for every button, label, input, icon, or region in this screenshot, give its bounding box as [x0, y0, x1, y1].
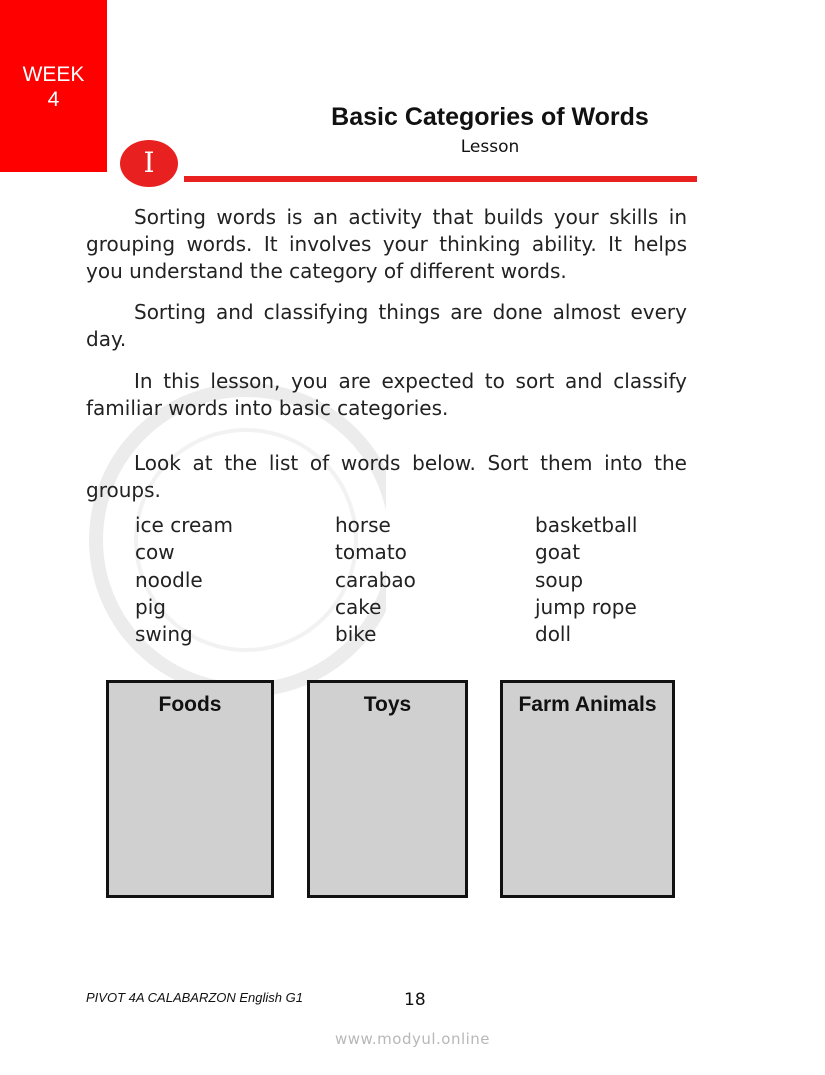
- word-item: carabao: [335, 567, 416, 592]
- category-box-foods[interactable]: [106, 680, 274, 898]
- page-subtitle: Lesson: [460, 137, 520, 157]
- paragraph-4: Look at the list of words below. Sort them into the groups.: [86, 451, 687, 502]
- paragraph-3: In this lesson, you are expected to sort and classify familiar words into basic categories.: [86, 369, 687, 420]
- paragraph-2: Sorting and classifying things are done almost every day.: [86, 300, 687, 351]
- word-item: soup: [535, 567, 584, 592]
- website-watermark: www.modyul.online: [334, 1030, 491, 1048]
- category-label: Toys: [363, 693, 412, 716]
- week-number: 4: [47, 88, 60, 111]
- page-number: 18: [404, 990, 426, 1010]
- word-item: ice cream: [135, 513, 234, 537]
- page-title: Basic Categories of Words: [331, 103, 649, 131]
- word-item: bike: [335, 622, 377, 647]
- word-item: jump rope: [535, 594, 637, 619]
- word-item: horse: [335, 513, 391, 537]
- word-item: goat: [535, 540, 581, 565]
- word-item: tomato: [335, 540, 407, 565]
- word-item: cake: [335, 594, 382, 619]
- category-box-farm-animals[interactable]: [500, 680, 675, 898]
- footer-text: PIVOT 4A CALABARZON English G1: [86, 990, 303, 1005]
- word-item: swing: [135, 622, 193, 647]
- paragraph-1: Sorting words is an activity that builds your skills in grouping words. It involves your thinking ability. It helps you understand the category of different words.: [86, 205, 687, 283]
- category-label: Farm Animals: [518, 693, 657, 716]
- lesson-badge: I: [120, 140, 178, 187]
- category-box-toys[interactable]: [307, 680, 468, 898]
- word-item: noodle: [135, 567, 203, 592]
- word-item: cow: [135, 540, 175, 565]
- lesson-divider: [184, 176, 697, 182]
- word-list: [135, 512, 695, 648]
- word-item: pig: [135, 594, 166, 619]
- week-label: WEEK: [22, 63, 85, 86]
- word-item: basketball: [535, 513, 638, 537]
- category-label: Foods: [158, 693, 222, 716]
- word-item: doll: [535, 622, 572, 647]
